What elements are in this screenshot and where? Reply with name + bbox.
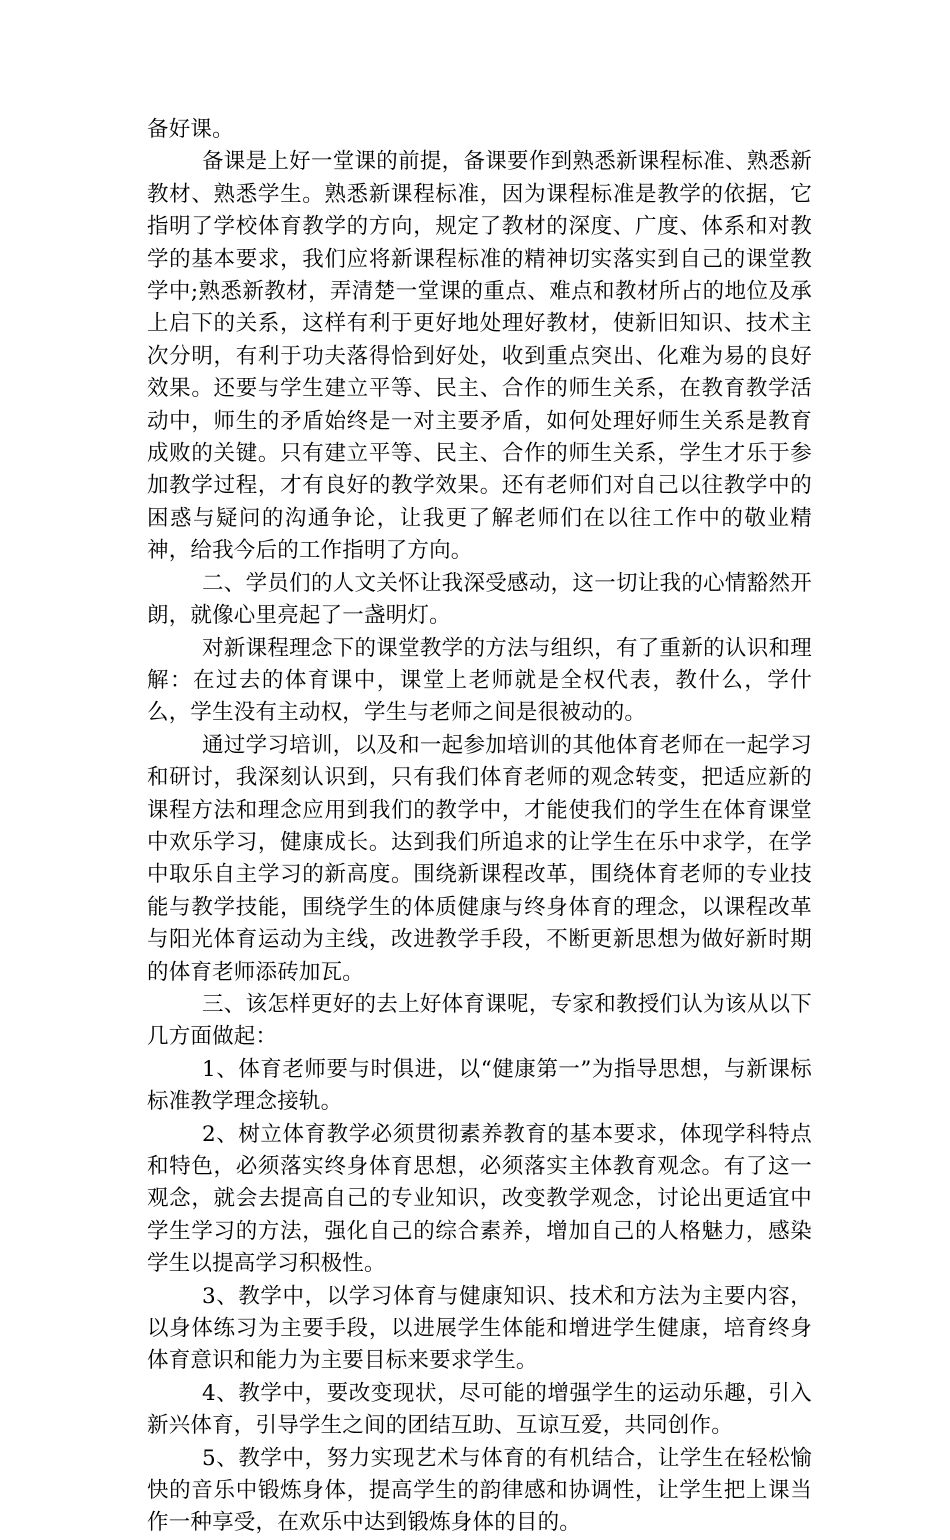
list-item-2: 2、树立体育教学必须贯彻素养教育的基本要求，体现学科特点和特色，必须落实终身体育思想，必须落实主体教育观念。有了这一观念，就会去提高自己的专业知识，改变教学观念，讨论出更适宜中学生学习的方法，强化自己的综合素养，增加自己的人格魅力，感染学生以提高学习积极性。: [147, 1121, 812, 1277]
list-item-3: 3、教学中，以学习体育与健康知识、技术和方法为主要内容，以身体练习为主要手段，以进展学生体能和增进学生健康，培育终身体育意识和能力为主要目标来要求学生。: [147, 1283, 812, 1374]
list-item-1: 1、体育老师要与时俱进，以“健康第一”为指导思想，与新课标标准教学理念接轨。: [147, 1056, 812, 1115]
list-item-5: 5、教学中，努力实现艺术与体育的有机结合，让学生在轻松愉快的音乐中锻炼身体，提高学生的韵律感和协调性，让学生把上课当作一种享受，在欢乐中达到锻炼身体的目的。: [147, 1445, 812, 1536]
paragraph-continuation: 备好课。: [147, 117, 234, 142]
paragraph-new-understanding: 对新课程理念下的课堂教学的方法与组织，有了重新的认识和理解：在过去的体育课中，课堂上老师就是全权代表，教什么，学什么，学生没有主动权，学生与老师之间是很被动的。: [147, 635, 812, 726]
paragraph-training-reflection: 通过学习培训，以及和一起参加培训的其他体育老师在一起学习和研讨，我深刻认识到，只有我们体育老师的观念转变，把适应新的课程方法和理念应用到我们的教学中，才能使我们的学生在体育课堂中欢乐学习，健康成长。达到我们所追求的让学生在乐中求学，在学中取乐自主学习的新高度。围绕新课程改革，围绕体育老师的专业技能与教学技能，围绕学生的体质健康与终身体育的理念，以课程改革与阳光体育运动为主线，改进教学手段，不断更新思想为做好新时期的体育老师添砖加瓦。: [147, 732, 812, 985]
paragraph-lesson-preparation: 备课是上好一堂课的前提，备课要作到熟悉新课程标准、熟悉新教材、熟悉学生。熟悉新课程标准，因为课程标准是教学的依据，它指明了学校体育教学的方向，规定了教材的深度、广度、体系和对教学的基本要求，我们应将新课程标准的精神切实落实到自己的课堂教学中;熟悉新教材，弄清楚一堂课的重点、难点和教材所占的地位及承上启下的关系，这样有利于更好地处理好教材，使新旧知识、技术主次分明，有利于功夫落得恰到好处，收到重点突出、化难为易的良好效果。还要与学生建立平等、民主、合作的师生关系，在教育教学活动中，师生的矛盾始终是一对主要矛盾，如何处理好师生关系是教育成败的关键。只有建立平等、民主、合作的师生关系，学生才乐于参加教学过程，才有良好的教学效果。还有老师们对自己以往教学中的困惑与疑问的沟通争论，让我更了解老师们在以往工作中的敬业精神，给我今后的工作指明了方向。: [147, 149, 812, 564]
document-body: [147, 114, 812, 1540]
list-item-4: 4、教学中，要改变现状，尽可能的增强学生的运动乐趣，引入新兴体育，引导学生之间的团结互助、互谅互爱，共同创作。: [147, 1380, 812, 1439]
paragraph-section-two: 二、学员们的人文关怀让我深受感动，这一切让我的心情豁然开朗，就像心里亮起了一盏明灯。: [147, 570, 812, 629]
paragraph-section-three: 三、该怎样更好的去上好体育课呢，专家和教授们认为该从以下几方面做起：: [147, 991, 812, 1050]
